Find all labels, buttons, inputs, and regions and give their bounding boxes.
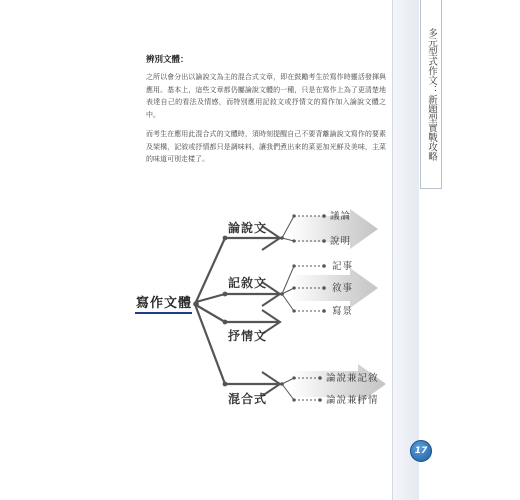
category-label-narrative: 記敘文: [228, 276, 268, 290]
branch-to-argument: [196, 238, 225, 302]
chapter-side-tab-title: 多元型式作文：新題型實戰攻略: [426, 28, 437, 161]
paragraph-1: 之所以會分出以論說文為主的混合式文章，即在鼓勵考生於寫作時靈活發揮與應用。基本上，這些文章都仍屬論說文體的一種，只是在寫作上為了更清楚地表達自己的看法及情感，而特別應用記敘文或抒情文的寫作加入論說文體之中。: [146, 73, 386, 119]
category-label-mixed: 混合式: [228, 392, 268, 406]
sub-label-narrative-scenery: 寫景: [332, 306, 354, 317]
sub-label-mixed-narrative: 論說兼記敘: [326, 373, 379, 384]
branch-to-narrative: [196, 294, 225, 302]
sub-label-narrative-story: 敘事: [332, 283, 354, 294]
page-number-badge: 17: [410, 440, 432, 462]
section-heading: 辨別文體：: [146, 55, 189, 65]
category-label-lyric: 抒情文: [228, 329, 268, 343]
paragraph-2: 而考生在應用此混合式的文體時，須時刻提醒自己不要背離論說文寫作的要素及架構，記敘或抒情都只是調味料，讓我們煮出來的菜更加光鮮及美味，主菜的味道可別走樣了。: [146, 130, 386, 163]
sub-label-argument-explain: 說明: [330, 236, 352, 247]
diagram-root-label: 寫作文體: [136, 296, 193, 311]
sub-label-argument-discuss: 議論: [330, 211, 352, 222]
sub-label-narrative-record: 記事: [332, 261, 354, 272]
category-label-argument: 論說文: [228, 221, 268, 235]
sub-label-mixed-lyric: 論說兼抒情: [326, 395, 379, 406]
